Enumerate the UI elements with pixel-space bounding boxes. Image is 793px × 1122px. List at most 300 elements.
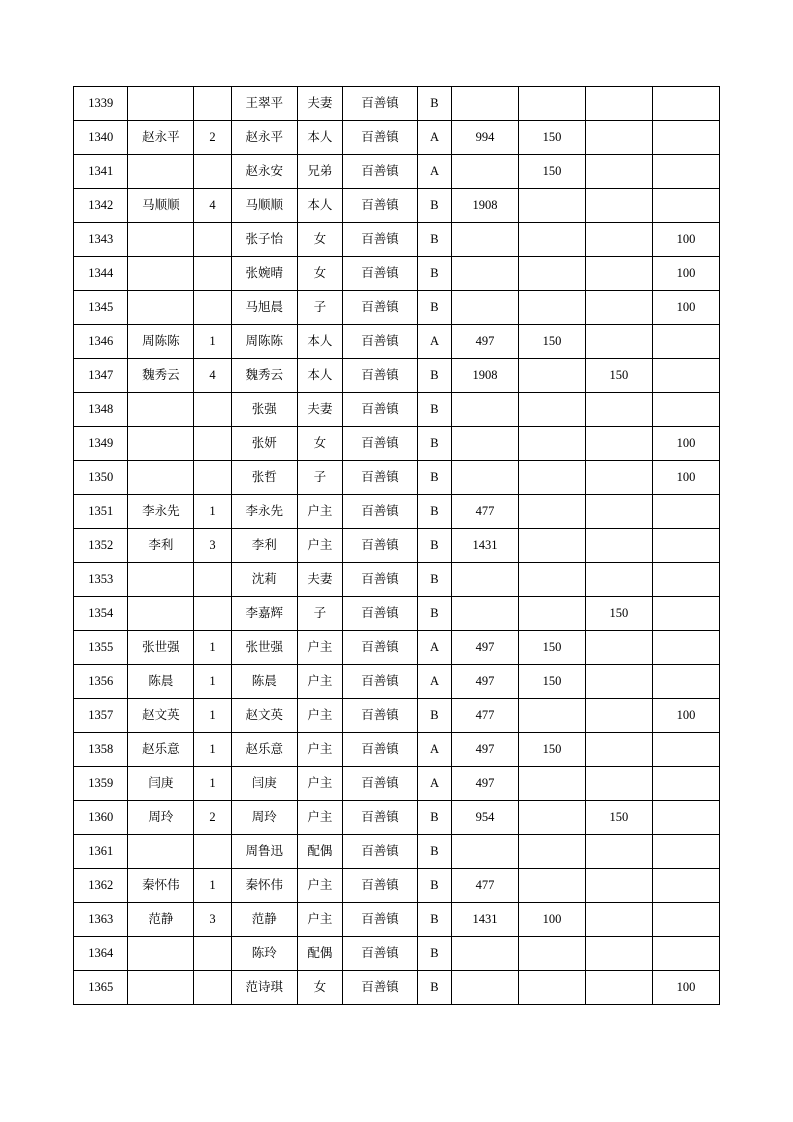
cell-relation: 户主 xyxy=(297,699,342,733)
cell-town: 百善镇 xyxy=(343,767,418,801)
cell-row-id: 1340 xyxy=(74,121,128,155)
cell-amount-4: 100 xyxy=(652,699,719,733)
table-row xyxy=(74,87,720,121)
data-table-container xyxy=(73,86,720,1005)
cell-member-name: 马旭晨 xyxy=(231,291,297,325)
cell-amount-4 xyxy=(652,937,719,971)
cell-amount-4 xyxy=(652,529,719,563)
cell-amount-4 xyxy=(652,597,719,631)
cell-household-size xyxy=(194,155,231,189)
cell-town: 百善镇 xyxy=(343,291,418,325)
cell-household-name xyxy=(128,87,194,121)
cell-town: 百善镇 xyxy=(343,189,418,223)
cell-household-name: 马顺顺 xyxy=(128,189,194,223)
table-row xyxy=(74,495,720,529)
cell-category: B xyxy=(417,971,451,1005)
cell-category: B xyxy=(417,801,451,835)
cell-amount-2 xyxy=(518,427,585,461)
cell-amount-3: 150 xyxy=(585,801,652,835)
cell-category: A xyxy=(417,665,451,699)
table-row xyxy=(74,189,720,223)
cell-household-size: 3 xyxy=(194,903,231,937)
cell-household-size: 1 xyxy=(194,665,231,699)
cell-row-id: 1349 xyxy=(74,427,128,461)
cell-amount-2 xyxy=(518,359,585,393)
cell-amount-1: 497 xyxy=(452,665,519,699)
cell-town: 百善镇 xyxy=(343,121,418,155)
cell-row-id: 1355 xyxy=(74,631,128,665)
cell-member-name: 王翠平 xyxy=(231,87,297,121)
cell-amount-1: 1431 xyxy=(452,529,519,563)
table-row xyxy=(74,461,720,495)
cell-category: B xyxy=(417,461,451,495)
table-row xyxy=(74,291,720,325)
cell-amount-3 xyxy=(585,223,652,257)
cell-town: 百善镇 xyxy=(343,869,418,903)
cell-household-size: 1 xyxy=(194,869,231,903)
cell-relation: 配偶 xyxy=(297,835,342,869)
cell-amount-2: 150 xyxy=(518,121,585,155)
cell-row-id: 1346 xyxy=(74,325,128,359)
table-row xyxy=(74,631,720,665)
cell-town: 百善镇 xyxy=(343,631,418,665)
cell-amount-1: 1908 xyxy=(452,359,519,393)
cell-amount-3 xyxy=(585,121,652,155)
cell-town: 百善镇 xyxy=(343,971,418,1005)
cell-row-id: 1347 xyxy=(74,359,128,393)
cell-amount-3 xyxy=(585,631,652,665)
cell-amount-2 xyxy=(518,87,585,121)
cell-category: A xyxy=(417,631,451,665)
cell-member-name: 周陈陈 xyxy=(231,325,297,359)
cell-amount-2: 150 xyxy=(518,155,585,189)
cell-amount-3 xyxy=(585,325,652,359)
cell-town: 百善镇 xyxy=(343,529,418,563)
cell-amount-2 xyxy=(518,699,585,733)
cell-household-name: 魏秀云 xyxy=(128,359,194,393)
cell-member-name: 张强 xyxy=(231,393,297,427)
cell-member-name: 李利 xyxy=(231,529,297,563)
cell-relation: 夫妻 xyxy=(297,87,342,121)
cell-category: A xyxy=(417,155,451,189)
cell-amount-4 xyxy=(652,869,719,903)
cell-amount-2 xyxy=(518,937,585,971)
cell-town: 百善镇 xyxy=(343,461,418,495)
cell-relation: 户主 xyxy=(297,665,342,699)
cell-household-name xyxy=(128,291,194,325)
cell-household-size: 1 xyxy=(194,631,231,665)
cell-household-name xyxy=(128,461,194,495)
cell-row-id: 1363 xyxy=(74,903,128,937)
cell-town: 百善镇 xyxy=(343,223,418,257)
cell-household-size xyxy=(194,291,231,325)
cell-household-size: 4 xyxy=(194,359,231,393)
cell-member-name: 李嘉辉 xyxy=(231,597,297,631)
cell-member-name: 周鲁迅 xyxy=(231,835,297,869)
cell-household-name: 周玲 xyxy=(128,801,194,835)
cell-amount-4: 100 xyxy=(652,971,719,1005)
cell-town: 百善镇 xyxy=(343,87,418,121)
cell-household-name: 赵文英 xyxy=(128,699,194,733)
table-row xyxy=(74,801,720,835)
cell-household-size: 1 xyxy=(194,733,231,767)
cell-category: B xyxy=(417,189,451,223)
cell-amount-2 xyxy=(518,869,585,903)
cell-town: 百善镇 xyxy=(343,597,418,631)
cell-row-id: 1339 xyxy=(74,87,128,121)
cell-category: B xyxy=(417,869,451,903)
cell-household-size xyxy=(194,427,231,461)
cell-household-name xyxy=(128,563,194,597)
cell-amount-3 xyxy=(585,495,652,529)
cell-amount-3 xyxy=(585,903,652,937)
cell-member-name: 范诗琪 xyxy=(231,971,297,1005)
cell-amount-2 xyxy=(518,461,585,495)
cell-amount-4 xyxy=(652,189,719,223)
cell-category: B xyxy=(417,903,451,937)
cell-relation: 配偶 xyxy=(297,937,342,971)
cell-relation: 户主 xyxy=(297,733,342,767)
cell-relation: 本人 xyxy=(297,325,342,359)
table-row xyxy=(74,359,720,393)
cell-amount-3 xyxy=(585,563,652,597)
cell-row-id: 1352 xyxy=(74,529,128,563)
cell-household-name xyxy=(128,257,194,291)
cell-household-name: 周陈陈 xyxy=(128,325,194,359)
cell-relation: 兄弟 xyxy=(297,155,342,189)
cell-town: 百善镇 xyxy=(343,155,418,189)
cell-amount-2: 150 xyxy=(518,325,585,359)
cell-category: B xyxy=(417,495,451,529)
cell-member-name: 沈莉 xyxy=(231,563,297,597)
cell-amount-4: 100 xyxy=(652,291,719,325)
cell-household-name xyxy=(128,937,194,971)
table-row xyxy=(74,223,720,257)
cell-row-id: 1356 xyxy=(74,665,128,699)
cell-household-name: 赵乐意 xyxy=(128,733,194,767)
cell-household-size xyxy=(194,257,231,291)
cell-relation: 本人 xyxy=(297,189,342,223)
cell-amount-2: 150 xyxy=(518,631,585,665)
cell-amount-1: 497 xyxy=(452,767,519,801)
cell-relation: 本人 xyxy=(297,121,342,155)
cell-amount-2 xyxy=(518,801,585,835)
table-row xyxy=(74,563,720,597)
cell-amount-3: 150 xyxy=(585,597,652,631)
cell-household-name: 李利 xyxy=(128,529,194,563)
cell-row-id: 1343 xyxy=(74,223,128,257)
cell-household-size: 4 xyxy=(194,189,231,223)
cell-member-name: 赵乐意 xyxy=(231,733,297,767)
cell-amount-1: 477 xyxy=(452,869,519,903)
table-row xyxy=(74,869,720,903)
cell-member-name: 秦怀伟 xyxy=(231,869,297,903)
cell-household-size xyxy=(194,223,231,257)
cell-household-name xyxy=(128,971,194,1005)
cell-amount-4 xyxy=(652,495,719,529)
table-row xyxy=(74,155,720,189)
cell-amount-1 xyxy=(452,427,519,461)
cell-row-id: 1365 xyxy=(74,971,128,1005)
cell-household-name: 秦怀伟 xyxy=(128,869,194,903)
cell-relation: 女 xyxy=(297,427,342,461)
cell-category: A xyxy=(417,121,451,155)
cell-amount-4 xyxy=(652,767,719,801)
cell-relation: 户主 xyxy=(297,631,342,665)
cell-category: B xyxy=(417,291,451,325)
table-row xyxy=(74,427,720,461)
cell-amount-3 xyxy=(585,291,652,325)
cell-member-name: 范静 xyxy=(231,903,297,937)
cell-member-name: 魏秀云 xyxy=(231,359,297,393)
cell-category: B xyxy=(417,393,451,427)
cell-amount-2 xyxy=(518,393,585,427)
cell-household-name: 陈晨 xyxy=(128,665,194,699)
cell-category: B xyxy=(417,699,451,733)
cell-amount-4 xyxy=(652,631,719,665)
cell-amount-1: 497 xyxy=(452,631,519,665)
cell-household-name: 闫庚 xyxy=(128,767,194,801)
cell-amount-2 xyxy=(518,529,585,563)
cell-amount-3 xyxy=(585,155,652,189)
cell-relation: 夫妻 xyxy=(297,393,342,427)
cell-row-id: 1341 xyxy=(74,155,128,189)
cell-row-id: 1353 xyxy=(74,563,128,597)
cell-amount-1: 477 xyxy=(452,699,519,733)
cell-member-name: 周玲 xyxy=(231,801,297,835)
cell-amount-3 xyxy=(585,733,652,767)
table-row xyxy=(74,597,720,631)
cell-row-id: 1364 xyxy=(74,937,128,971)
cell-amount-2: 100 xyxy=(518,903,585,937)
cell-amount-1 xyxy=(452,257,519,291)
cell-household-name xyxy=(128,597,194,631)
cell-relation: 户主 xyxy=(297,529,342,563)
cell-relation: 子 xyxy=(297,461,342,495)
cell-relation: 夫妻 xyxy=(297,563,342,597)
cell-member-name: 张子怡 xyxy=(231,223,297,257)
cell-member-name: 李永先 xyxy=(231,495,297,529)
cell-town: 百善镇 xyxy=(343,665,418,699)
cell-amount-1 xyxy=(452,563,519,597)
cell-amount-1: 1908 xyxy=(452,189,519,223)
table-row xyxy=(74,529,720,563)
cell-amount-3 xyxy=(585,971,652,1005)
cell-category: B xyxy=(417,529,451,563)
cell-amount-3 xyxy=(585,699,652,733)
cell-amount-4 xyxy=(652,155,719,189)
cell-row-id: 1344 xyxy=(74,257,128,291)
cell-member-name: 张婉晴 xyxy=(231,257,297,291)
cell-amount-2: 150 xyxy=(518,733,585,767)
cell-town: 百善镇 xyxy=(343,393,418,427)
cell-member-name: 张哲 xyxy=(231,461,297,495)
cell-amount-4 xyxy=(652,835,719,869)
table-row xyxy=(74,393,720,427)
cell-town: 百善镇 xyxy=(343,835,418,869)
cell-member-name: 张世强 xyxy=(231,631,297,665)
cell-amount-2: 150 xyxy=(518,665,585,699)
cell-town: 百善镇 xyxy=(343,495,418,529)
cell-household-name: 李永先 xyxy=(128,495,194,529)
cell-amount-1: 497 xyxy=(452,325,519,359)
table-row xyxy=(74,733,720,767)
cell-member-name: 赵文英 xyxy=(231,699,297,733)
cell-amount-4: 100 xyxy=(652,223,719,257)
cell-amount-4 xyxy=(652,801,719,835)
cell-household-size xyxy=(194,597,231,631)
cell-row-id: 1342 xyxy=(74,189,128,223)
cell-town: 百善镇 xyxy=(343,699,418,733)
table-row xyxy=(74,767,720,801)
cell-amount-4: 100 xyxy=(652,257,719,291)
cell-amount-2 xyxy=(518,223,585,257)
cell-row-id: 1357 xyxy=(74,699,128,733)
table-row xyxy=(74,903,720,937)
cell-amount-4: 100 xyxy=(652,461,719,495)
cell-amount-3 xyxy=(585,393,652,427)
cell-town: 百善镇 xyxy=(343,733,418,767)
cell-town: 百善镇 xyxy=(343,257,418,291)
cell-town: 百善镇 xyxy=(343,937,418,971)
cell-amount-1 xyxy=(452,835,519,869)
cell-household-name: 范静 xyxy=(128,903,194,937)
cell-row-id: 1354 xyxy=(74,597,128,631)
cell-amount-1: 497 xyxy=(452,733,519,767)
cell-relation: 户主 xyxy=(297,801,342,835)
cell-amount-3 xyxy=(585,869,652,903)
cell-household-size xyxy=(194,563,231,597)
cell-household-name xyxy=(128,155,194,189)
table-row xyxy=(74,699,720,733)
cell-town: 百善镇 xyxy=(343,903,418,937)
cell-relation: 女 xyxy=(297,223,342,257)
cell-amount-2 xyxy=(518,495,585,529)
cell-amount-3 xyxy=(585,257,652,291)
cell-amount-2 xyxy=(518,563,585,597)
cell-amount-2 xyxy=(518,291,585,325)
cell-row-id: 1360 xyxy=(74,801,128,835)
cell-category: B xyxy=(417,87,451,121)
cell-town: 百善镇 xyxy=(343,325,418,359)
cell-category: B xyxy=(417,563,451,597)
cell-amount-3 xyxy=(585,461,652,495)
cell-amount-1 xyxy=(452,597,519,631)
cell-household-size xyxy=(194,835,231,869)
cell-amount-3 xyxy=(585,529,652,563)
cell-row-id: 1351 xyxy=(74,495,128,529)
cell-amount-4 xyxy=(652,563,719,597)
cell-amount-1 xyxy=(452,155,519,189)
cell-amount-1 xyxy=(452,87,519,121)
cell-household-size: 1 xyxy=(194,767,231,801)
cell-amount-4 xyxy=(652,87,719,121)
cell-amount-1: 477 xyxy=(452,495,519,529)
cell-household-size xyxy=(194,971,231,1005)
cell-member-name: 赵永安 xyxy=(231,155,297,189)
cell-household-name xyxy=(128,835,194,869)
cell-amount-2 xyxy=(518,767,585,801)
cell-household-size: 1 xyxy=(194,699,231,733)
cell-relation: 户主 xyxy=(297,869,342,903)
cell-town: 百善镇 xyxy=(343,359,418,393)
cell-member-name: 马顺顺 xyxy=(231,189,297,223)
cell-amount-2 xyxy=(518,257,585,291)
cell-relation: 户主 xyxy=(297,903,342,937)
cell-member-name: 张妍 xyxy=(231,427,297,461)
cell-household-size: 1 xyxy=(194,325,231,359)
cell-category: A xyxy=(417,733,451,767)
table-body xyxy=(74,87,720,1005)
cell-amount-3 xyxy=(585,87,652,121)
cell-household-size xyxy=(194,461,231,495)
cell-amount-3 xyxy=(585,189,652,223)
cell-amount-4 xyxy=(652,325,719,359)
cell-row-id: 1350 xyxy=(74,461,128,495)
cell-amount-3 xyxy=(585,937,652,971)
table-row xyxy=(74,121,720,155)
cell-household-name: 张世强 xyxy=(128,631,194,665)
cell-member-name: 闫庚 xyxy=(231,767,297,801)
table-row xyxy=(74,325,720,359)
beneficiary-table xyxy=(73,86,720,1005)
cell-category: A xyxy=(417,325,451,359)
table-row xyxy=(74,971,720,1005)
cell-household-name xyxy=(128,427,194,461)
cell-town: 百善镇 xyxy=(343,801,418,835)
cell-household-size xyxy=(194,393,231,427)
cell-amount-1 xyxy=(452,937,519,971)
cell-amount-1 xyxy=(452,291,519,325)
cell-relation: 子 xyxy=(297,291,342,325)
cell-amount-1: 1431 xyxy=(452,903,519,937)
cell-category: B xyxy=(417,223,451,257)
cell-household-size: 2 xyxy=(194,121,231,155)
cell-amount-4 xyxy=(652,393,719,427)
cell-relation: 子 xyxy=(297,597,342,631)
cell-row-id: 1358 xyxy=(74,733,128,767)
cell-amount-3 xyxy=(585,835,652,869)
cell-household-size xyxy=(194,937,231,971)
cell-row-id: 1359 xyxy=(74,767,128,801)
table-row xyxy=(74,665,720,699)
cell-amount-4 xyxy=(652,665,719,699)
cell-household-name xyxy=(128,223,194,257)
cell-amount-4 xyxy=(652,359,719,393)
cell-relation: 户主 xyxy=(297,495,342,529)
cell-category: B xyxy=(417,359,451,393)
cell-relation: 女 xyxy=(297,971,342,1005)
cell-member-name: 赵永平 xyxy=(231,121,297,155)
cell-household-size: 1 xyxy=(194,495,231,529)
cell-row-id: 1345 xyxy=(74,291,128,325)
cell-row-id: 1362 xyxy=(74,869,128,903)
cell-relation: 本人 xyxy=(297,359,342,393)
cell-amount-1: 994 xyxy=(452,121,519,155)
cell-row-id: 1348 xyxy=(74,393,128,427)
table-row xyxy=(74,937,720,971)
cell-amount-4 xyxy=(652,903,719,937)
cell-category: A xyxy=(417,767,451,801)
cell-amount-3 xyxy=(585,665,652,699)
cell-category: B xyxy=(417,835,451,869)
cell-amount-2 xyxy=(518,597,585,631)
cell-amount-4 xyxy=(652,733,719,767)
cell-category: B xyxy=(417,427,451,461)
cell-amount-2 xyxy=(518,835,585,869)
cell-amount-1 xyxy=(452,971,519,1005)
cell-town: 百善镇 xyxy=(343,427,418,461)
